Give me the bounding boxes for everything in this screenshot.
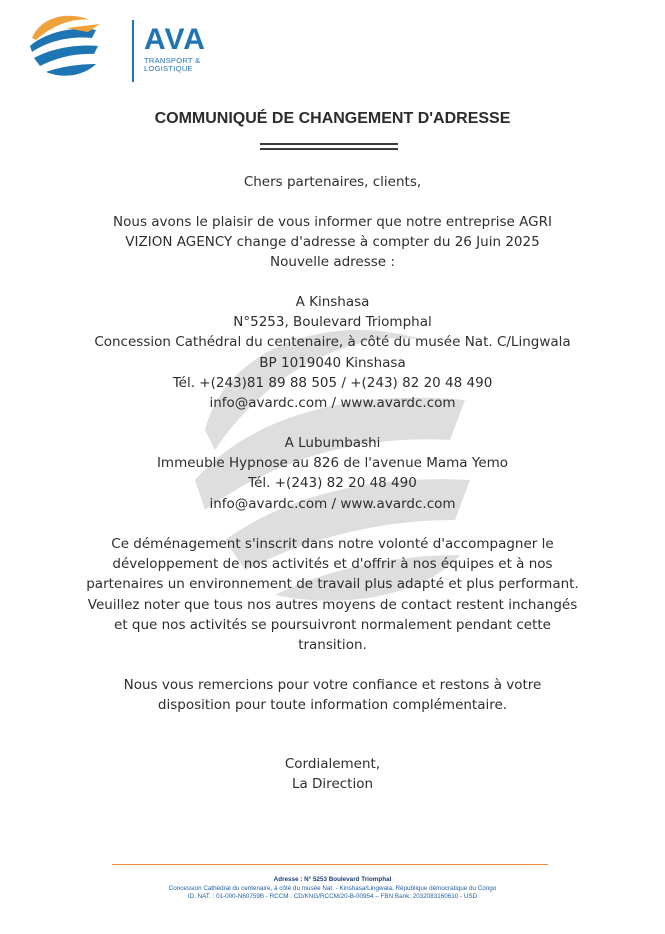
body-line: partenaires un environnement de travail plus adapté et plus performant. (86, 576, 579, 593)
kinshasa-phone: Tél. +(243)81 89 88 505 / +(243) 82 20 48 490 (172, 374, 493, 391)
footer (0, 876, 665, 902)
footer-divider (112, 864, 548, 865)
intro-line: VIZION AGENCY change d'adresse à compter du 26 Juin 2025 (125, 234, 540, 251)
logo-divider (132, 20, 134, 82)
body-paragraph (40, 534, 625, 655)
closing-signature: La Direction (291, 776, 374, 793)
lubumbashi-web: info@avardc.com / www.avardc.com (209, 495, 456, 512)
thanks-line: disposition pour toute information complémentaire. (157, 697, 508, 714)
kinshasa-street: N°5253, Boulevard Triomphal (233, 314, 432, 331)
greeting-text: Chers partenaires, clients, (243, 174, 422, 190)
logo-brand-name: AVA (144, 23, 206, 56)
body-line: et que nos activités se poursuivront normalement pendant cette (114, 616, 551, 633)
thanks-line: Nous vous remercions pour votre confiance et restons à votre (123, 677, 542, 693)
closing (40, 754, 625, 794)
greeting (40, 172, 625, 192)
page-title: COMMUNIQUÉ DE CHANGEMENT D'ADRESSE (154, 110, 511, 127)
lubumbashi-city: A Lubumbashi (284, 435, 381, 451)
kinshasa-web: info@avardc.com / www.avardc.com (209, 395, 456, 412)
logo-tagline-2: LOGISTIQUE (144, 64, 193, 73)
company-logo (26, 8, 206, 80)
body-line: transition. (298, 637, 367, 654)
title-underline-bottom (260, 148, 398, 150)
intro-line: Nouvelle adresse : (270, 254, 395, 271)
logo-tagline-1: TRANSPORT & (144, 56, 201, 65)
footer-registration: ID. NAT. : 01-000-N60759B - RCCM : CD/KNG/RCCM/20-B-00954 – FBN Bank: 2032083160610 - USD (187, 893, 478, 901)
closing-salutation: Cordialement, (284, 756, 381, 772)
kinshasa-city: A Kinshasa (295, 294, 370, 310)
logo-globe-icon (26, 8, 106, 80)
intro-paragraph (40, 212, 625, 273)
intro-line: Nous avons le plaisir de vous informer que notre entreprise AGRI (113, 214, 552, 230)
body-line: Ce déménagement s'inscrit dans notre volonté d'accompagner le (111, 536, 554, 552)
title-underline-top (260, 143, 398, 145)
body-line: développement de nos activités et d'offrir à nos équipes et à nos (112, 556, 553, 573)
body-line: Veuillez noter que tous nos autres moyens de contact restent inchangés (87, 596, 578, 613)
lubumbashi-address (40, 433, 625, 514)
footer-address-title: Adresse : N° 5253 Boulevard Triomphal (273, 876, 392, 883)
lubumbashi-street: Immeuble Hypnose au 826 de l'avenue Mama Yemo (156, 455, 509, 472)
kinshasa-location: Concession Cathédral du centenaire, à côté du musée Nat. C/Lingwala (94, 334, 571, 351)
lubumbashi-phone: Tél. +(243) 82 20 48 490 (248, 475, 417, 492)
footer-address-detail: Concession Cathédral du centenaire, à côté du musée Nat. - Kinshasa/Lingwala, République démocratique du Congo (168, 884, 497, 892)
kinshasa-address (40, 292, 625, 413)
thanks-paragraph (40, 675, 625, 715)
kinshasa-po-box: BP 1019040 Kinshasa (259, 354, 406, 371)
